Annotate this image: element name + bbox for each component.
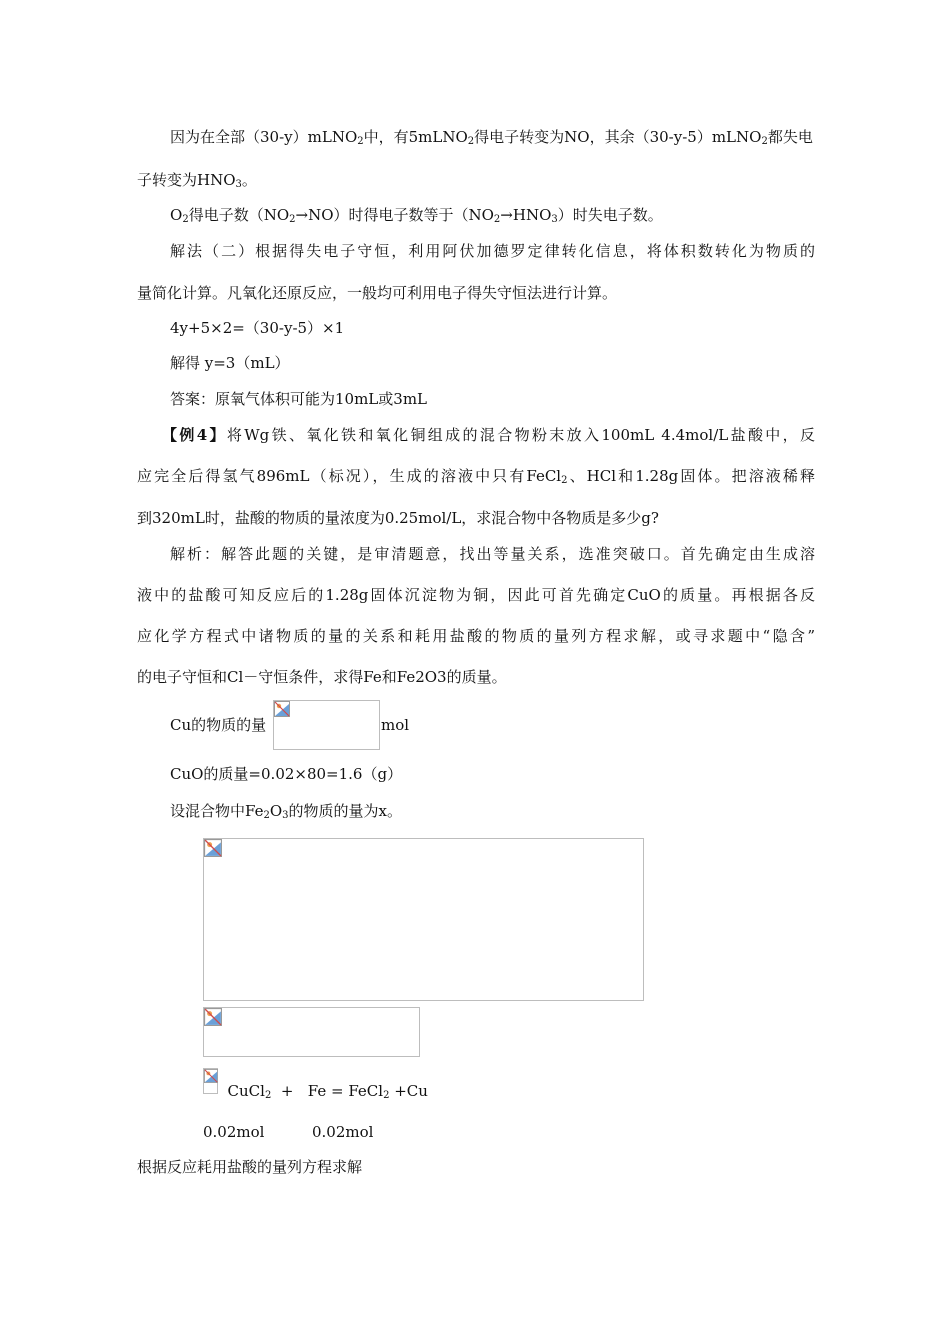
broken-image-equation-2 bbox=[203, 1007, 420, 1057]
cu-amount-unit: mol bbox=[381, 716, 410, 734]
broken-image-equations bbox=[203, 838, 644, 1001]
equation-1: 4y+5×2=（30-y-5）×1 bbox=[170, 319, 345, 337]
broken-image-icon bbox=[204, 839, 222, 857]
broken-image-icon bbox=[274, 701, 290, 717]
solution-line: 解得 y=3（mL） bbox=[170, 354, 290, 372]
analysis-line2: 液中的盐酸可知反应后的1.28g固体沉淀物为铜，因此可首先确定CuO的质量。再根据各反 bbox=[137, 586, 815, 604]
para3-line1: 解法（二）根据得失电子守恒，利用阿伏加德罗定律转化信息，将体积数转化为物质的 bbox=[170, 242, 815, 260]
example-line1: 【例4】将Wg铁、氧化铁和氧化铜组成的混合物粉末放入100mL 4.4mol/L盐酸中，反 bbox=[162, 426, 816, 444]
analysis-line1: 解析：解答此题的关键，是审清题意，找出等量关系，选准突破口。首先确定由生成溶 bbox=[170, 545, 815, 563]
reaction-equation: CuCl$_2$ + Fe = FeCl$_2$ +Cu bbox=[227, 1082, 428, 1101]
broken-image-icon bbox=[204, 1069, 218, 1083]
broken-image-small bbox=[203, 1068, 218, 1094]
para1-line1: 因为在全部（30-y）mLNO$_2$中，有5mLNO$_2$得电子转变为NO，其余（30-y-5）mLNO$_2$都失电 bbox=[170, 128, 813, 147]
example-label: 【例4】 bbox=[162, 426, 227, 444]
broken-image-icon bbox=[204, 1008, 222, 1026]
final-line: 根据反应耗用盐酸的量列方程求解 bbox=[137, 1158, 363, 1176]
para2-line: $O_2$得电子数$(NO_2\to NO)$时得电子数等于$(NO_2\to HNO_3)$时失电子数。 bbox=[170, 206, 663, 225]
example-line2: 应完全后得氢气896mL（标况），生成的溶液中只有FeCl$_2$、HCl和1.28g固体。把溶液稀释 bbox=[137, 467, 816, 486]
cuo-mass-line: CuO的质量=0.02×80=1.6（g） bbox=[170, 765, 403, 783]
answer-line: 答案：原氧气体积可能为10mL或3mL bbox=[170, 390, 428, 408]
cu-amount-label: Cu的物质的量 bbox=[170, 716, 267, 734]
mol-left: 0.02mol bbox=[203, 1123, 265, 1141]
para1-line2: 子转变为$HNO_3$。 bbox=[137, 171, 257, 190]
analysis-line4: 的电子守恒和Cl－守恒条件，求得Fe和Fe2O3的质量。 bbox=[137, 668, 507, 686]
set-variable-line: 设混合物中$Fe_2O_3$的物质的量为x。 bbox=[170, 802, 402, 821]
mol-right: 0.02mol bbox=[312, 1123, 374, 1141]
analysis-line3: 应化学方程式中诸物质的量的关系和耗用盐酸的物质的量列方程求解，或寻求题中“隐含” bbox=[137, 627, 815, 645]
example-line3: 到320mL时，盐酸的物质的量浓度为0.25mol/L，求混合物中各物质是多少g? bbox=[137, 509, 659, 527]
broken-image-formula-cu bbox=[273, 700, 380, 750]
para3-line2: 量简化计算。凡氧化还原反应，一般均可利用电子得失守恒法进行计算。 bbox=[137, 284, 618, 302]
